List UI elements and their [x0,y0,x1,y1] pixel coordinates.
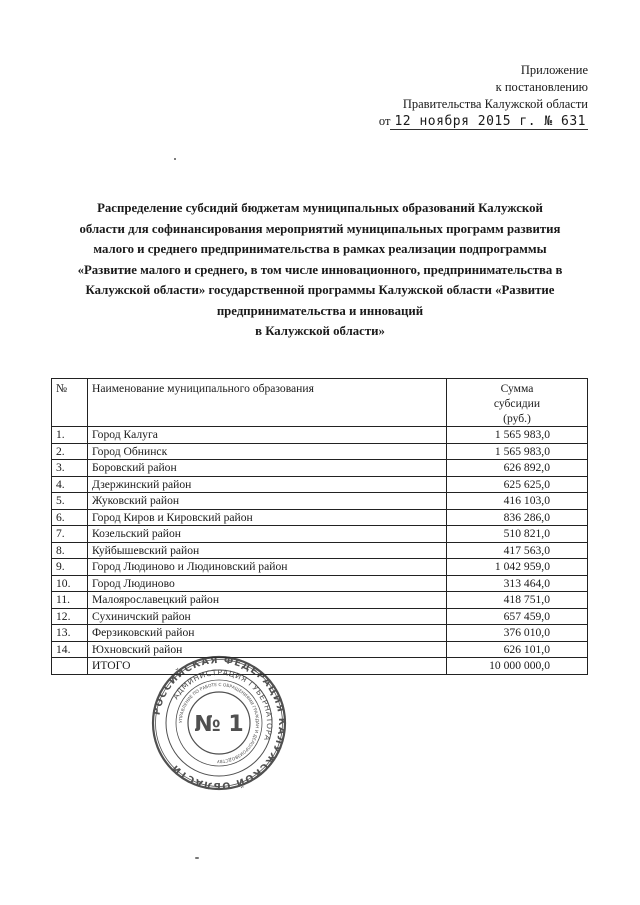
column-header-amount [447,379,588,427]
row-number: 3. [52,460,88,477]
row-number: 1. [52,427,88,444]
row-municipality: Город Киров и Кировский район [88,509,447,526]
table-row [52,427,588,444]
table-row [52,641,588,658]
title-line: области для софинансирования мероприятий муниципальных программ развития [79,221,561,236]
table-row [52,526,588,543]
row-amount [447,443,588,460]
amount-header-line: (руб.) [503,412,531,425]
seal-inner-text-path: УПРАВЛЕНИЕ ПО РАБОТЕ С ОБРАЩЕНИЯМИ ГРАЖДАН И ДЕЛОПРОИЗВОДСТВУ [178,682,260,764]
total-row [52,658,588,675]
title-line: в Калужской области» [255,324,385,338]
row-number: 9. [52,559,88,576]
row-number: 7. [52,526,88,543]
scan-speck [195,857,199,859]
row-municipality: Малоярославецкий район [88,592,447,609]
row-amount [447,608,588,625]
row-amount-value: 416 103,0 [503,494,550,508]
column-header-municipality: Наименование муниципального образования [88,379,447,427]
table-row [52,493,588,510]
order-date-line [288,113,588,130]
row-amount-value: 418 751,0 [503,593,550,607]
row-amount [447,542,588,559]
title-line: Распределение субсидий бюджетам муниципальных образований Калужской [97,201,543,215]
total-amount-value: 10 000 000,0 [489,659,550,673]
seal-middle-text [171,668,274,742]
table-row [52,509,588,526]
row-amount-value: 626 101,0 [503,642,550,656]
row-number: 11. [52,592,88,609]
row-amount [447,493,588,510]
row-amount-value: 510 821,0 [503,527,550,541]
row-municipality: Город Людиново [88,575,447,592]
row-municipality: Козельский район [88,526,447,543]
table-row [52,608,588,625]
table-row [52,625,588,642]
column-header-number: № [52,379,88,427]
order-prefix: от [378,114,391,128]
row-amount-value: 1 565 983,0 [494,428,550,442]
row-municipality: Куйбышевский район [88,542,447,559]
appendix-header [288,62,588,130]
row-amount [447,427,588,444]
title-line: «Развитие малого и среднего, в том числе инновационного, предпринимательства в [77,262,563,277]
table-row [52,542,588,559]
row-amount-value: 657 459,0 [503,609,550,623]
total-number-cell [52,658,88,675]
row-municipality: Сухиничский район [88,608,447,625]
row-municipality: Юхновский район [88,641,447,658]
table-row [52,460,588,477]
row-municipality: Жуковский район [88,493,447,510]
table-header-row [52,379,588,427]
row-amount-value: 1 042 959,0 [494,560,550,574]
row-amount [447,592,588,609]
row-amount-value: 836 286,0 [503,510,550,524]
row-amount-value: 417 563,0 [503,543,550,557]
table-row [52,443,588,460]
title-line: предпринимательства и инноваций [216,303,424,318]
row-amount-value: 625 625,0 [503,477,550,491]
amount-header-line: субсидии [493,397,541,410]
row-amount-value: 1 565 983,0 [494,444,550,458]
row-amount [447,460,588,477]
row-number: 8. [52,542,88,559]
row-municipality: Дзержинский район [88,476,447,493]
row-municipality: Город Обнинск [88,443,447,460]
row-municipality: Город Людиново и Людиновский район [88,559,447,576]
row-amount [447,641,588,658]
table-row [52,592,588,609]
appendix-authority: Правительства Калужской области [402,97,588,111]
row-amount-value: 376 010,0 [503,626,550,640]
row-number: 12. [52,608,88,625]
document-title [40,198,600,342]
table-row [52,476,588,493]
row-number: 14. [52,641,88,658]
row-amount-value: 313 464,0 [503,576,550,590]
amount-header-line: Сумма [500,382,534,395]
title-line: Калужской области» государственной программы Калужской области «Развитие [85,283,555,297]
row-amount [447,625,588,642]
appendix-resolution-ref: к постановлению [495,80,588,94]
row-amount [447,559,588,576]
table-row [52,559,588,576]
official-seal [151,655,287,791]
seal-inner-text [178,682,260,764]
total-amount [447,658,588,675]
subsidy-table [51,378,588,675]
row-number: 2. [52,443,88,460]
row-number: 4. [52,476,88,493]
row-municipality: Город Калуга [88,427,447,444]
appendix-label: Приложение [520,63,588,77]
seal-outer-text-path: РОССИЙСКАЯ ФЕДЕРАЦИЯ КАЛУЖСКОЙ ОБЛАСТИ [151,655,287,791]
row-amount [447,476,588,493]
row-amount [447,509,588,526]
row-municipality: Ферзиковский район [88,625,447,642]
scan-speck [174,158,176,160]
row-number: 13. [52,625,88,642]
seal-number: № 1 [194,712,244,737]
row-number: 6. [52,509,88,526]
row-amount-value: 626 892,0 [503,461,550,475]
row-amount [447,526,588,543]
title-line: малого и среднего предпринимательства в рамках реализации подпрограммы [93,242,547,256]
total-label: ИТОГО [88,658,447,675]
table-row [52,575,588,592]
row-municipality: Боровский район [88,460,447,477]
order-date-stamp: 12 ноября 2015 г. № 631 [390,114,588,130]
seal-middle-text-path: АДМИНИСТРАЦИЯ ГУБЕРНАТОРА [170,667,275,743]
row-number: 10. [52,575,88,592]
seal-outer-text [151,655,287,791]
row-amount [447,575,588,592]
row-number: 5. [52,493,88,510]
